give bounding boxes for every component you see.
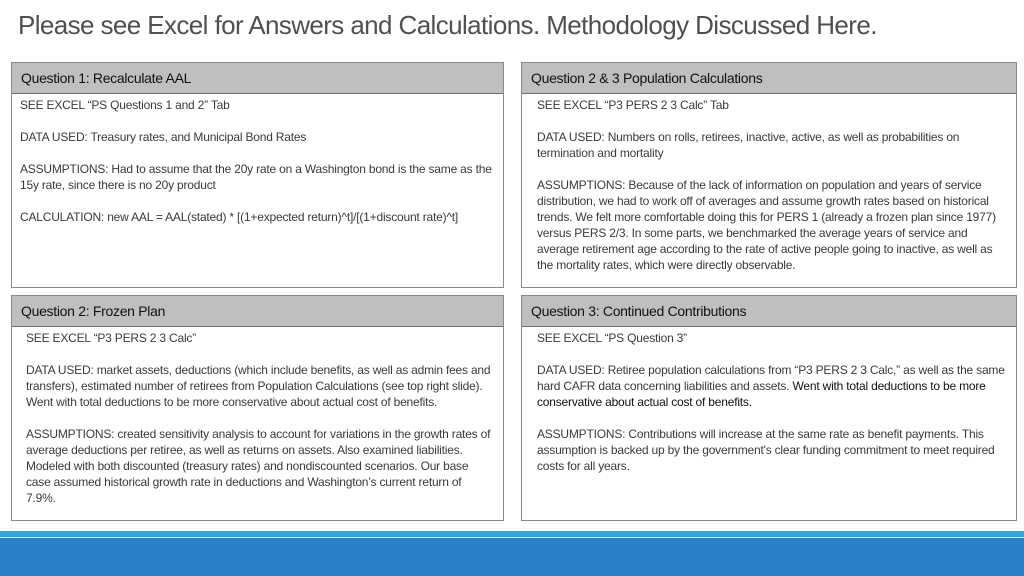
footer-band	[0, 538, 1024, 576]
assumptions-text: ASSUMPTIONS: created sensitivity analysis to account for variations in the growth rates of average deductions per retiree, as well as returns on assets. Also examined liabilities. Modeled with both discounted (treasury rates) and nondiscounted scenarios. Our base case assumed historical growth rate in deductions and Washington’s current return of 7.9%.	[26, 427, 491, 505]
data-used-text: DATA USED: Treasury rates, and Municipal Bond Rates	[20, 130, 307, 144]
see-excel-text: SEE EXCEL “P3 PERS 2 3 Calc” Tab	[537, 98, 729, 112]
panel-header: Question 3: Continued Contributions	[522, 296, 1016, 327]
data-used-text: DATA USED: Numbers on rolls, retirees, inactive, active, as well as probabilities on termination and mortality	[537, 130, 960, 160]
assumptions-text: ASSUMPTIONS: Had to assume that the 20y rate on a Washington bond is the same as the 15y rate, since there is no 20y product	[20, 162, 492, 192]
panel-question-2	[11, 295, 504, 521]
panel-population-calculations	[521, 62, 1017, 288]
data-used-emphasis: Went with total deductions to be more conservative about actual cost of benefits.	[537, 379, 986, 409]
assumptions-text: ASSUMPTIONS: Because of the lack of information on population and years of service distribution, we had to work off of averages and assume growth rates based on historical trends. We felt more comfortable doing this for PERS 1 (already a frozen plan since 1977) versus PERS 2/3. In some parts, we benchmarked the average years of service and average retirement age according to the rate of active people going to inactive, as well as the mortality rates, which were directly observable.	[537, 178, 996, 272]
panel-header: Question 1: Recalculate AAL	[12, 63, 503, 94]
see-excel-text: SEE EXCEL “P3 PERS 2 3 Calc”	[26, 331, 197, 345]
page-title: Please see Excel for Answers and Calculations. Methodology Discussed Here.	[18, 10, 877, 40]
panel-header: Question 2: Frozen Plan	[12, 296, 503, 327]
calculation-text: CALCULATION: new AAL = AAL(stated) * [(1+expected return)^t]/[(1+discount rate)^t]	[20, 210, 459, 224]
data-used-paragraph	[537, 362, 1006, 410]
panel-question-1	[11, 62, 504, 288]
assumptions-text: ASSUMPTIONS: Contributions will increase at the same rate as benefit payments. This assumption is backed up by the government's clear funding commitment to meet required costs for all years.	[537, 427, 995, 473]
panel-question-3	[521, 295, 1017, 521]
panel-header: Question 2 & 3 Population Calculations	[522, 63, 1016, 94]
see-excel-text: SEE EXCEL “PS Questions 1 and 2” Tab	[20, 98, 230, 112]
data-used-text: DATA USED: market assets, deductions (which include benefits, as well as admin fees and transfers), estimated number of retirees from Population Calculations (see top right slide). Went with total deductions to be more conservative about actual cost of benefits.	[26, 363, 491, 409]
see-excel-text: SEE EXCEL “PS Question 3”	[537, 331, 687, 345]
data-used-text: DATA USED: Retiree population calculations from “P3 PERS 2 3 Calc,” as well as the same hard CAFR data concerning liabilities and assets.	[537, 363, 1005, 393]
footer-accent-line	[0, 531, 1024, 537]
